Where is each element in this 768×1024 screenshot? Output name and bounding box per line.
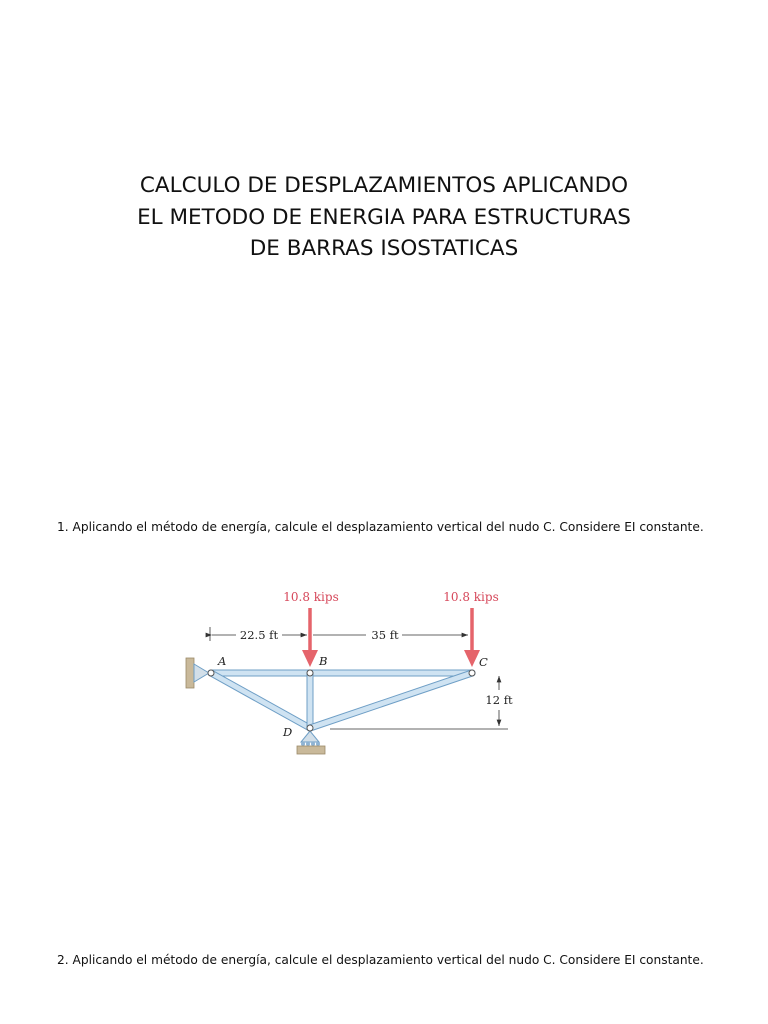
node-label-c: C	[479, 655, 488, 669]
node-label-d: D	[283, 725, 293, 739]
title-line-1: CALCULO DE DESPLAZAMIENTOS APLICANDO	[139, 173, 629, 198]
load-label-c: 10.8 kips	[443, 590, 499, 604]
load-label-b: 10.8 kips	[283, 590, 339, 604]
truss-joints	[208, 670, 475, 731]
node-label-b: B	[319, 654, 328, 668]
joint-d	[307, 725, 313, 731]
load-arrow-b	[302, 608, 318, 667]
dimension-label-bc: 35 ft	[371, 628, 399, 642]
title-line-2: EL METODO DE ENERGIA PARA ESTRUCTURAS	[137, 204, 631, 230]
dimension-height	[330, 676, 508, 729]
problem-2-statement: 2. Aplicando el método de energía, calcule el desplazamiento vertical del nudo C. Considere EI constante.	[57, 953, 704, 967]
node-label-a: A	[218, 654, 227, 668]
truss-members	[211, 673, 472, 728]
joint-b	[307, 670, 313, 676]
title-line-3: DE BARRAS ISOSTATICAS	[249, 236, 519, 261]
pin-support-a	[186, 658, 209, 688]
joint-c	[469, 670, 475, 676]
dimension-label-ab: 22.5 ft	[239, 628, 279, 642]
problem-1-statement: 1. Aplicando el método de energía, calcule el desplazamiento vertical del nudo C. Considere EI constante.	[57, 520, 704, 534]
dimension-label-height: 12 ft	[485, 693, 513, 707]
roller-support-d	[297, 731, 325, 754]
joint-a	[208, 670, 214, 676]
load-arrow-c	[464, 608, 480, 667]
